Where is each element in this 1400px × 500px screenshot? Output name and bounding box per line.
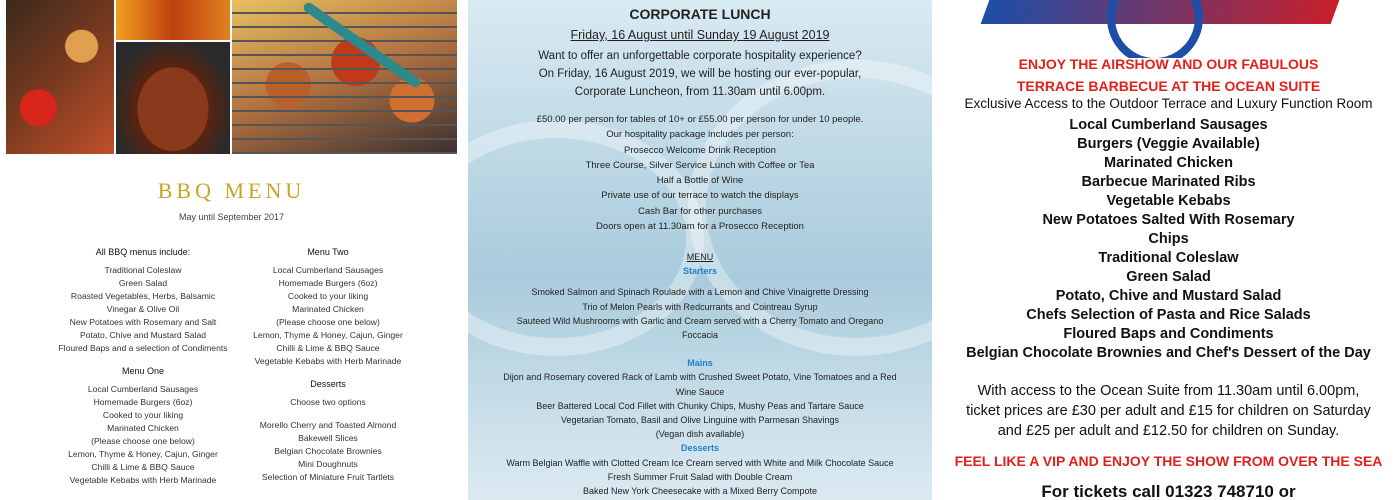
list-item: Potato, Chive and Mustard Salad (79, 330, 207, 340)
menu-item: Smoked Salmon and Spinach Roulade with a Lemon and Chive Vinaigrette Dressing (531, 287, 869, 298)
access-line: Exclusive Access to the Outdoor Terrace and Luxury Function Room (964, 96, 1373, 111)
list-item: Marinated Chicken (107, 423, 179, 433)
corporate-lunch-title: CORPORATE LUNCH (629, 6, 771, 22)
list-item: Lemon, Thyme & Honey, Cajun, Ginger (253, 330, 403, 340)
package-line: Cash Bar for other purchases (637, 205, 763, 217)
prawns-tomatoes-photo (6, 0, 114, 154)
bbq-left-column (38, 246, 248, 487)
list-item: Traditional Coleslaw (104, 265, 182, 275)
hospitality-package (468, 112, 932, 234)
corporate-lunch-panel (468, 0, 932, 500)
menu-item: Warm Belgian Waffle with Clotted Cream Ice Cream served with White and Milk Chocolate Sauce (506, 457, 894, 468)
list-item: New Potatoes Salted With Rosemary (1042, 212, 1295, 228)
list-item: Mini Doughnuts (298, 459, 358, 469)
list-item: Cooked to your liking (102, 410, 184, 420)
desserts-heading: Desserts (680, 443, 720, 454)
menu-item: Vegetarian Tomato, Basil and Olive Linguine with Parmesan Shavings (561, 415, 839, 426)
airshow-headline (937, 53, 1400, 97)
included-heading: All BBQ menus include: (95, 247, 191, 257)
list-item: Roasted Vegetables, Herbs, Balsamic (70, 291, 216, 301)
bbq-right-column (248, 246, 408, 484)
list-item: Bakewell Slices (298, 433, 358, 443)
intro-line: On Friday, 16 August 2019, we will be hosting our ever-popular, (538, 68, 862, 80)
menu-item: Trio of Melon Pearls with Redcurrants and Cointreau Syrup (582, 301, 818, 312)
list-item: (Please choose one below) (276, 317, 380, 327)
list-item: Homemade Burgers (6oz) (93, 397, 193, 407)
bbq-menu-panel (0, 0, 463, 500)
grill-photo (232, 0, 457, 154)
list-item: Green Salad (1126, 269, 1211, 285)
list-item: Chilli & Lime & BBQ Sauce (276, 343, 380, 353)
bbq-menu-subtitle: May until September 2017 (178, 212, 285, 222)
list-item: Marinated Chicken (1104, 155, 1233, 171)
menu-item: Sauteed Wild Mushrooms with Garlic and Cream served with a Cherry Tomato and Oregano (516, 315, 884, 326)
ticket-phone: For tickets call 01323 748710 or (1041, 482, 1296, 500)
menu-one-heading: Menu One (121, 366, 165, 376)
list-item: New Potatoes with Rosemary and Salt (69, 317, 217, 327)
menu-item: Fresh Summer Fruit Salad with Double Cream (607, 471, 793, 482)
menu-item: (Vegan dish available) (655, 429, 745, 440)
list-item: Vegetable Kebabs (1106, 193, 1231, 209)
ticket-prices (937, 381, 1400, 441)
list-item: Local Cumberland Sausages (1069, 117, 1268, 133)
list-item: Barbecue Marinated Ribs (1081, 174, 1256, 190)
vip-banner: FEEL LIKE A VIP AND ENJOY THE SHOW FROM OVER THE SEA (954, 453, 1383, 469)
menu-two-heading: Menu Two (307, 247, 349, 257)
list-item: Floured Baps and Condiments (1063, 326, 1274, 342)
list-item: Belgian Chocolate Brownies (274, 446, 382, 456)
package-line: £50.00 per person for tables of 10+ or £55.00 per person for under 10 people. (536, 114, 864, 125)
headline-line: TERRACE BARBECUE AT THE OCEAN SUITE (1016, 78, 1321, 94)
desserts-heading: Desserts (310, 379, 346, 389)
airshow-menu-items (937, 116, 1400, 363)
package-line: Half a Bottle of Wine (656, 175, 744, 187)
list-item: Traditional Coleslaw (1098, 250, 1239, 266)
starters-heading: Starters (682, 266, 718, 277)
package-line: Doors open at 11.30am for a Prosecco Reception (596, 221, 804, 233)
package-line: Prosecco Welcome Drink Reception (624, 144, 776, 156)
bbq-photo-collage (6, 0, 457, 154)
menu-item: Foccacia (681, 330, 718, 341)
steak-photo (116, 0, 230, 154)
list-item: Chilli & Lime & BBQ Sauce (91, 462, 195, 472)
list-item: Vinegar & Olive Oil (106, 304, 180, 314)
menu-item: Beer Battered Local Cod Fillet with Chunky Chips, Mushy Peas and Tartare Sauce (536, 400, 864, 411)
list-item: Belgian Chocolate Brownies and Chef's Dessert of the Day (966, 345, 1371, 361)
list-item: Homemade Burgers (6oz) (278, 278, 378, 288)
menu-item: Wine Sauce (675, 386, 725, 397)
list-item: Potato, Chive and Mustard Salad (1055, 288, 1282, 304)
corporate-intro (468, 47, 932, 101)
airbourne-logo (977, 0, 1377, 58)
corporate-lunch-dates: Friday, 16 August until Sunday 19 August 2019 (570, 28, 830, 42)
menu-item: Dijon and Rosemary covered Rack of Lamb with Crushed Sweet Potato, Vine Tomatoes and a Red (503, 372, 897, 383)
airshow-panel (937, 0, 1400, 500)
list-item: Local Cumberland Sausages (87, 384, 199, 394)
headline-line: ENJOY THE AIRSHOW AND OUR FABULOUS (1018, 56, 1319, 72)
list-item: Chefs Selection of Pasta and Rice Salads (1026, 307, 1311, 323)
list-item: Selection of Miniature Fruit Tartlets (261, 472, 395, 482)
list-item: Cooked to your liking (287, 291, 369, 301)
list-item: Lemon, Thyme & Honey, Cajun, Ginger (68, 449, 218, 459)
list-item: Chips (1148, 231, 1189, 247)
ticket-line: With access to the Ocean Suite from 11.30am until 6.00pm, (977, 383, 1360, 399)
mains-heading: Mains (687, 358, 713, 369)
package-line: Private use of our terrace to watch the displays (601, 190, 799, 202)
bbq-menu-title: BBQ MENU (157, 178, 306, 203)
list-item: Green Salad (118, 278, 168, 288)
list-item: Floured Baps and a selection of Condiments (58, 343, 228, 353)
intro-line: Want to offer an unforgettable corporate hospitality experience? (538, 50, 862, 62)
package-line: Three Course, Silver Service Lunch with Coffee or Tea (585, 159, 815, 171)
list-item: Morello Cherry and Toasted Almond (259, 420, 397, 430)
list-item: Local Cumberland Sausages (272, 265, 384, 275)
list-item: Marinated Chicken (292, 304, 364, 314)
list-item: Vegetable Kebabs with Herb Marinade (69, 475, 217, 485)
ticket-line: and £25 per adult and £12.50 for children on Sunday. (997, 423, 1340, 439)
menu-label: MENU (686, 252, 714, 262)
package-line: Our hospitality package includes per person: (606, 129, 794, 141)
list-item: Vegetable Kebabs with Herb Marinade (254, 356, 402, 366)
list-item: (Please choose one below) (91, 436, 195, 446)
corporate-menu (468, 250, 932, 498)
list-item: Burgers (Veggie Available) (1077, 136, 1260, 152)
intro-line: Corporate Luncheon, from 11.30am until 6.00pm. (574, 86, 826, 98)
desserts-note: Choose two options (290, 397, 366, 407)
ticket-line: ticket prices are £30 per adult and £15 for children on Saturday (966, 403, 1371, 419)
menu-item: Baked New York Cheesecake with a Mixed Berry Compote (582, 486, 818, 497)
